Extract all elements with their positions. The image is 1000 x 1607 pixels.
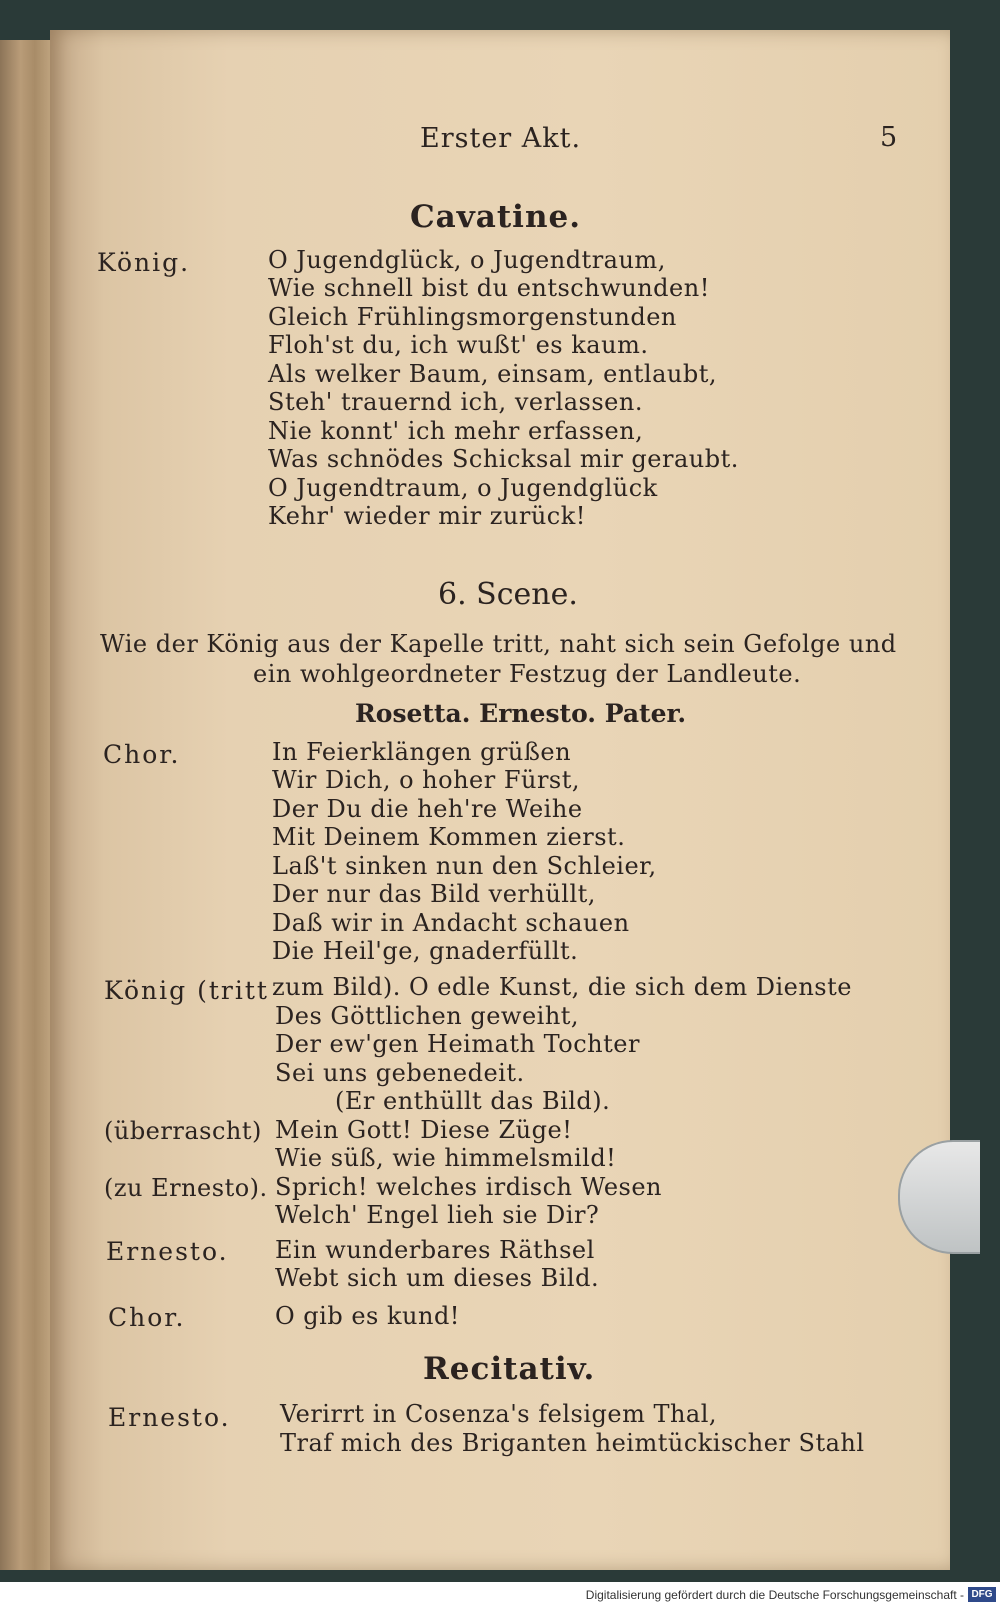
chor-line: Wir Dich, o hoher Fürst, (272, 766, 581, 794)
koenig-line: Der ew'gen Heimath Tochter (275, 1030, 640, 1058)
cavatine-line: O Jugendtraum, o Jugendglück (268, 474, 658, 502)
cavatine-line: Floh'st du, ich wußt' es kaum. (268, 331, 649, 359)
chor-line: Der Du die heh're Weihe (272, 795, 583, 823)
ernesto-line: Webt sich um dieses Bild. (275, 1264, 600, 1292)
zu-ernesto-line: Sprich! welches irdisch Wesen (275, 1173, 663, 1201)
stage-direction-enthuellt: (Er enthüllt das Bild). (335, 1087, 611, 1115)
page-number: 5 (880, 122, 898, 153)
scene-heading: 6. Scene. (438, 577, 578, 612)
recitativ-heading: Recitativ. (423, 1351, 596, 1387)
chor-line: Daß wir in Andacht schauen (272, 909, 630, 937)
footer-text: Digitalisierung gefördert durch die Deutsche Forschungsgemeinschaft - (585, 1588, 964, 1602)
speaker-chor: Chor. (103, 740, 181, 769)
ueberrascht-line: Mein Gott! Diese Züge! (275, 1116, 573, 1144)
koenig-line: Sei uns gebenedeit. (275, 1059, 525, 1087)
speaker-koenig-tritt: König (tritt (104, 976, 269, 1005)
koenig-line: zum Bild). O edle Kunst, die sich dem Dienste (272, 973, 852, 1001)
dfg-logo: DFG (968, 1587, 996, 1602)
speaker-chor-2: Chor. (108, 1303, 186, 1332)
speaker-ueberrascht: (überrascht) (104, 1117, 262, 1145)
chor2-line: O gib es kund! (275, 1302, 460, 1330)
chor-line: Mit Deinem Kommen zierst. (272, 823, 626, 851)
ueberrascht-line: Wie süß, wie himmelsmild! (275, 1144, 617, 1172)
chor-line: In Feierklängen grüßen (272, 738, 572, 766)
cavatine-line: Steh' trauernd ich, verlassen. (268, 388, 643, 416)
cavatine-line: Gleich Frühlingsmorgenstunden (268, 303, 677, 331)
cavatine-line: Als welker Baum, einsam, entlaubt, (268, 360, 717, 388)
digitization-footer (0, 1584, 1000, 1607)
stage-direction: Wie der König aus der Kapelle tritt, naht sich sein Gefolge und (100, 630, 897, 658)
chor-line: Der nur das Bild verhüllt, (272, 880, 596, 908)
stage-direction: ein wohlgeordneter Festzug der Landleute. (253, 660, 802, 688)
speaker-zu-ernesto: (zu Ernesto). (104, 1174, 268, 1202)
chor-line: Laß't sinken nun den Schleier, (272, 852, 657, 880)
cavatine-line: Nie konnt' ich mehr erfassen, (268, 417, 644, 445)
zu-ernesto-line: Welch' Engel lieh sie Dir? (275, 1201, 600, 1229)
cavatine-heading: Cavatine. (410, 199, 582, 235)
koenig-line: Des Göttlichen geweiht, (275, 1002, 580, 1030)
ernesto2-line: Verirrt in Cosenza's felsigem Thal, (280, 1400, 718, 1428)
speaker-ernesto: Ernesto. (106, 1237, 229, 1266)
speaker-koenig: König. (97, 248, 191, 277)
ernesto-line: Ein wunderbares Räthsel (275, 1236, 595, 1264)
roles-line: Rosetta. Ernesto. Pater. (355, 699, 687, 728)
cavatine-line: Wie schnell bist du entschwunden! (268, 274, 710, 302)
ernesto2-line: Traf mich des Briganten heimtückischer Stahl (280, 1429, 865, 1457)
cavatine-line: O Jugendglück, o Jugendtraum, (268, 246, 666, 274)
cavatine-line: Was schnödes Schicksal mir geraubt. (268, 445, 739, 473)
speaker-ernesto-2: Ernesto. (108, 1403, 231, 1432)
running-head: Erster Akt. (420, 123, 582, 154)
chor-line: Die Heil'ge, gnaderfüllt. (272, 937, 579, 965)
cavatine-line: Kehr' wieder mir zurück! (268, 502, 586, 530)
